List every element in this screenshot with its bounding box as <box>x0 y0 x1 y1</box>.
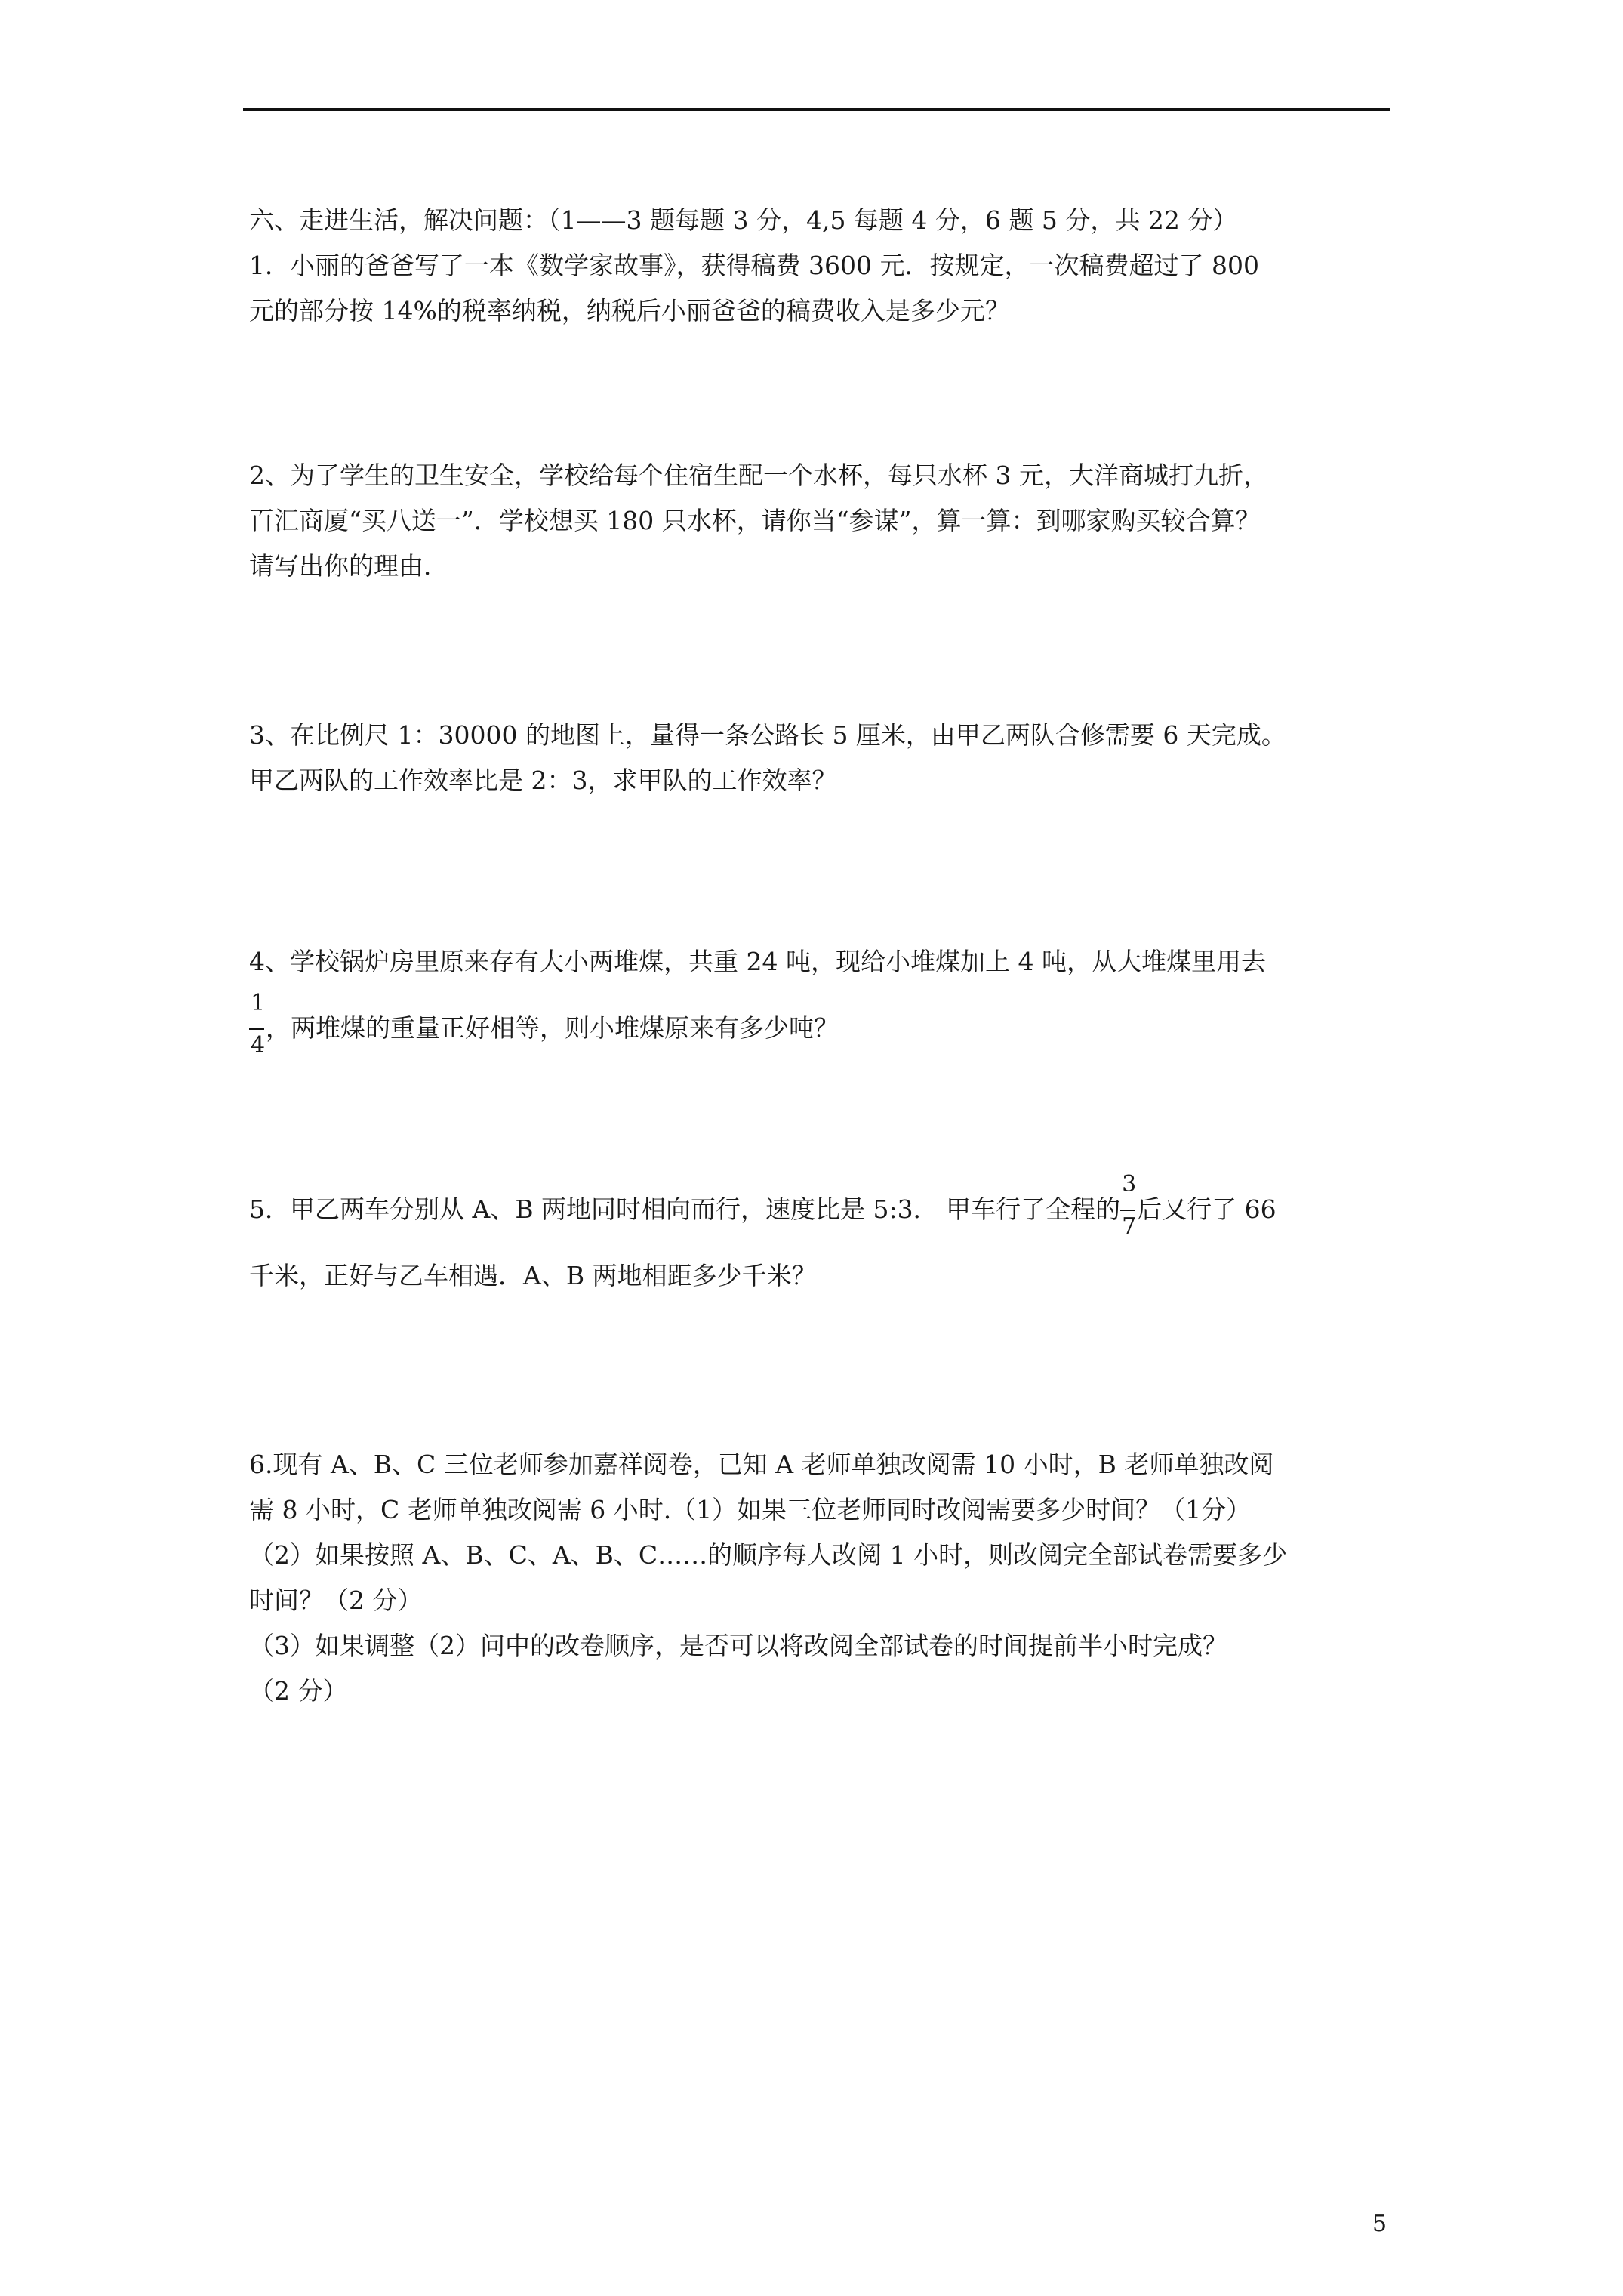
fraction-three-sevenths <box>1120 1171 1137 1240</box>
fraction-denominator: 4 <box>251 1032 266 1059</box>
question-3-line-2: 甲乙两队的工作效率比是 2：3，求甲队的工作效率？ <box>249 766 837 795</box>
question-4-line-2 <box>249 990 1393 1059</box>
question-6-line-5: （3）如果调整（2）问中的改卷顺序，是否可以将改阅全部试卷的时间提前半小时完成？ <box>249 1631 1227 1660</box>
question-5-line-1 <box>249 1171 1393 1240</box>
question-6-line-4: 时间？（2 分） <box>249 1586 423 1615</box>
fraction-one-quarter <box>249 990 266 1059</box>
section-heading: 六、走进生活，解决问题：（1——3 题每题 3 分，4,5 每题 4 分，6 题 5 分，共 22 分） <box>249 205 1238 235</box>
fraction-bar <box>1120 1210 1135 1211</box>
question-6-line-6: （2 分） <box>249 1676 348 1706</box>
question-5-line-1-text-a: 5．甲乙两车分别从 A、B 两地同时相向而行，速度比是 5:3． 甲车行了全程的 <box>249 1194 1121 1224</box>
fraction-numerator: 3 <box>1122 1171 1137 1197</box>
question-6-line-3: （2）如果按照 A、B、C、A、B、C……的顺序每人改阅 1 小时，则改阅完全部试卷需要多少 <box>249 1540 1288 1570</box>
question-3-line-1: 3、在比例尺 1：30000 的地图上，量得一条公路长 5 厘米，由甲乙两队合修需要 6 天完成。 <box>249 720 1286 750</box>
question-2-line-3: 请写出你的理由． <box>249 551 448 581</box>
question-4-line-2-text: ，两堆煤的重量正好相等，则小堆煤原来有多少吨？ <box>266 1013 839 1043</box>
question-1-line-2: 元的部分按 14%的税率纳税，纳税后小丽爸爸的稿费收入是多少元？ <box>249 296 1010 325</box>
worksheet-body <box>249 198 1393 1714</box>
question-6 <box>249 1442 1393 1714</box>
question-2-line-2: 百汇商厦“买八送一”．学校想买 180 只水杯，请你当“参谋”，算一算：到哪家购买较合算？ <box>249 506 1261 535</box>
question-5-line-2: 千米，正好与乙车相遇．A、B 两地相距多少千米？ <box>249 1261 817 1290</box>
header-rule <box>243 108 1390 111</box>
question-6-line-2: 需 8 小时，C 老师单独改阅需 6 小时.（1）如果三位老师同时改阅需要多少时间？（1分） <box>249 1495 1252 1524</box>
question-2-line-1: 2、为了学生的卫生安全，学校给每个住宿生配一个水杯，每只水杯 3 元，大洋商城打九折， <box>249 461 1268 490</box>
question-4-line-1: 4、学校锅炉房里原来存有大小两堆煤，共重 24 吨，现给小堆煤加上 4 吨，从大堆煤里用去 <box>249 947 1266 976</box>
question-6-line-1: 6.现有 A、B、C 三位老师参加嘉祥阅卷，已知 A 老师单独改阅需 10 小时，B 老师单独改阅 <box>249 1450 1274 1479</box>
fraction-bar <box>249 1028 264 1030</box>
question-1-line-1: 1．小丽的爸爸写了一本《数学家故事》，获得稿费 3600 元．按规定，一次稿费超过了 800 <box>249 251 1259 280</box>
question-2 <box>249 453 1393 589</box>
page-number: 5 <box>1372 2211 1387 2237</box>
fraction-denominator: 7 <box>1122 1213 1137 1240</box>
fraction-numerator: 1 <box>251 990 266 1016</box>
question-4 <box>249 939 1393 1059</box>
question-3 <box>249 713 1393 803</box>
question-1 <box>249 243 1393 334</box>
question-5-line-1-text-b: 后又行了 66 <box>1137 1194 1277 1224</box>
question-5 <box>249 1171 1393 1299</box>
